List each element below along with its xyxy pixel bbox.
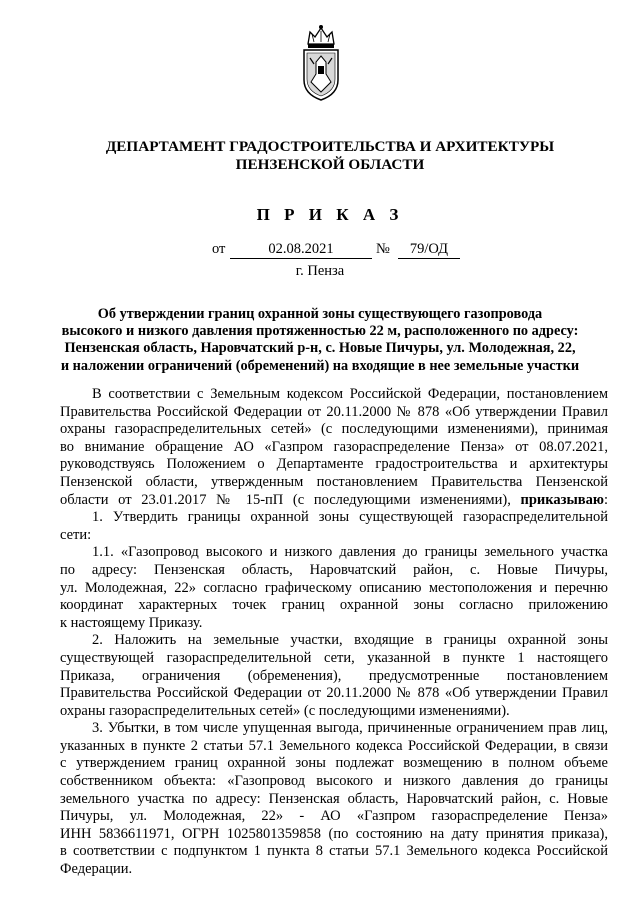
text-line: Пичуры, ул. Молодежная, 22» - АО «Газпром газораспределение Пенза» bbox=[60, 808, 608, 825]
text-line: координат характерных точек границ охранной зоны согласно приложению bbox=[60, 597, 608, 614]
colon: : bbox=[603, 491, 608, 508]
item-3-paragraph bbox=[60, 720, 608, 878]
department-name-line1: ДЕПАРТАМЕНТ ГРАДОСТРОИТЕЛЬСТВА И АРХИТЕКТУРЫ bbox=[105, 138, 555, 155]
order-verb: приказываю bbox=[520, 491, 604, 508]
text-line: В соответствии с Земельным кодексом Российской Федерации, постановлением bbox=[92, 386, 608, 402]
order-word: П Р И К А З bbox=[256, 205, 404, 224]
department-name-line2: ПЕНЗЕНСКОЙ ОБЛАСТИ bbox=[235, 156, 425, 173]
text-line: 3. Убытки, в том числе упущенная выгода, причиненные ограничением прав лиц, bbox=[92, 720, 608, 737]
from-label: от bbox=[212, 241, 226, 257]
text-line: сети: bbox=[60, 526, 92, 543]
text-line bbox=[60, 492, 608, 510]
text-line: в соответствии с подпунктом 1 пункта 8 статьи 57.1 Земельного кодекса Российской bbox=[60, 843, 608, 860]
coat-of-arms-emblem bbox=[296, 22, 346, 102]
text-line: руководствуясь Положением о Департаменте градостроительства и архитектуры bbox=[60, 456, 608, 473]
item-2-paragraph bbox=[60, 632, 608, 720]
text-line: ИНН 5836611971, ОГРН 1025801359858 (по состоянию на дату принятия приказа), bbox=[60, 825, 608, 842]
preamble-paragraph bbox=[60, 386, 608, 509]
item-1-1-paragraph bbox=[60, 544, 608, 632]
heading-line: Пензенская область, Наровчатский р-н, с. Новые Пичуры, ул. Молодежная, 22, bbox=[64, 340, 576, 357]
order-date: 02.08.2021 bbox=[230, 240, 372, 259]
text-line: во внимание обращение АО «Газпром газораспределение Пенза» от 08.07.2021, bbox=[60, 438, 608, 455]
text-line: охраны газораспределительных сетей» (с последующими изменениями), принимая bbox=[60, 421, 608, 438]
text-line: Федерации. bbox=[60, 861, 133, 878]
number-label: № bbox=[376, 241, 390, 257]
city: г. Пенза bbox=[295, 263, 345, 279]
text-line: 2. Наложить на земельные участки, входящие в границы охранной зоны bbox=[92, 632, 608, 649]
order-number: 79/ОД bbox=[398, 240, 460, 259]
text-line: 1. Утвердить границы охранной зоны существующей газораспределительной bbox=[92, 509, 608, 526]
text-line: Приказа, ограничения (обременения), предусмотренные постановлением bbox=[60, 667, 608, 684]
heading-line: и наложении ограничений (обременений) на входящие в нее земельные участки bbox=[60, 357, 580, 374]
text-line: охраны газораспределительных сетей» (с последующими изменениями). bbox=[60, 702, 510, 719]
heading-line: Об утверждении границ охранной зоны существующего газопровода bbox=[97, 306, 543, 322]
text-line: по адресу: Пензенская область, Наровчатский район, с. Новые Пичуры, bbox=[60, 561, 608, 578]
text-line: указанных в пункте 2 статьи 57.1 Земельного кодекса Российской Федерации, в связи bbox=[60, 737, 608, 754]
text-line: Правительства Российской Федерации от 20.11.2000 № 878 «Об утверждении Правил bbox=[60, 403, 608, 420]
text-line: с утверждением границ охранной зоны подлежат возмещению в полном объеме bbox=[60, 755, 608, 772]
text-line: Пензенской области, утвержденным постановлением Правительства Пензенской bbox=[60, 473, 608, 490]
text-line: к настоящему Приказу. bbox=[60, 614, 203, 631]
item-1-paragraph bbox=[60, 509, 608, 544]
text-line: существующей газораспределительной сети, указанной в пункте 1 настоящего bbox=[60, 649, 608, 666]
text-line: 1.1. «Газопровод высокого и низкого давления до границы земельного участка bbox=[92, 544, 608, 561]
order-body bbox=[60, 386, 608, 879]
text-line: собственником объекта: «Газопровод высокого и низкого давления до границы bbox=[60, 773, 608, 790]
text-line: ул. Молодежная, 22» согласно графическому описанию местоположения и перечню bbox=[60, 579, 608, 596]
preamble-last-text: области от 23.01.2017 № 15-пП (с последующими изменениями), bbox=[60, 491, 521, 508]
order-heading bbox=[40, 306, 600, 375]
text-line: земельного участка по адресу: Пензенская область, Наровчатский район, с. Новые bbox=[60, 790, 608, 807]
heading-line: высокого и низкого давления протяженностью 22 м, расположенного по адресу: bbox=[61, 323, 579, 340]
text-line: Правительства Российской Федерации от 20.11.2000 № 878 «Об утверждении Правил bbox=[60, 685, 608, 702]
